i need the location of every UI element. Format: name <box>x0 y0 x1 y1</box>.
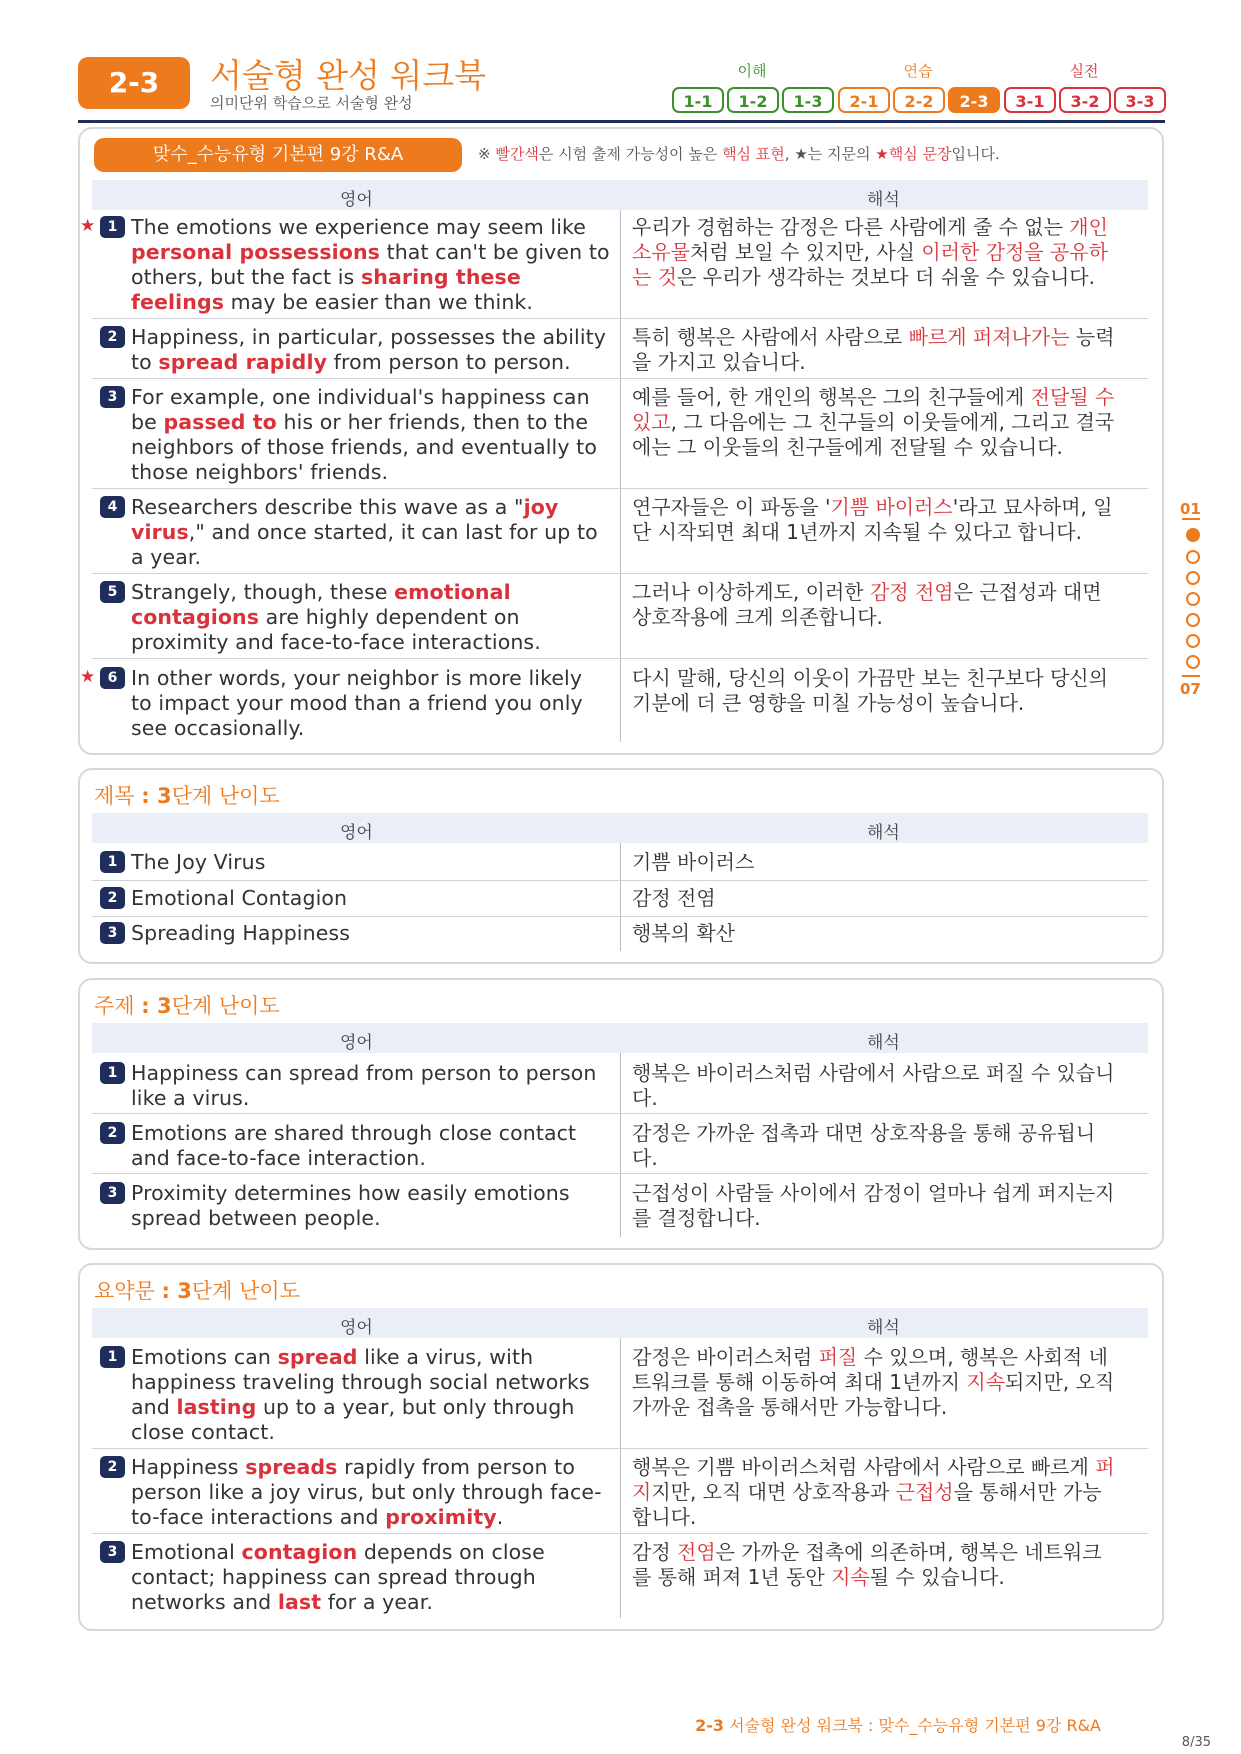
theme-number: 2 <box>100 1122 125 1144</box>
sentence-ko-1: 우리가 경험하는 감정은 다른 사람에게 줄 수 없는 개인 소유물처럼 보일 수 있지만, 사실 이러한 감정을 공유하 는 것은 우리가 생각하는 것보다 더 쉬울 수 있습니다. <box>632 215 1108 289</box>
side-nav-tick <box>1182 518 1200 520</box>
legend-note: ※ 빨간색은 시험 출제 가능성이 높은 핵심 표현, ★는 지문의 ★핵심 문장입니다. <box>478 145 1000 163</box>
passage-table-header <box>92 180 1148 210</box>
sentence-ko-4: 연구자들은 이 파동을 '기쁨 바이러스'라고 묘사하며, 일 단 시작되면 최대 1년까지 지속될 수 있다고 합니다. <box>632 495 1113 544</box>
column-divider <box>620 1338 621 1618</box>
sentence-number: 2 <box>100 326 125 348</box>
step-2-3-active[interactable]: 2-3 <box>948 87 1000 113</box>
row-divider <box>92 1113 1148 1114</box>
col-korean: 해석 <box>867 190 900 210</box>
title-en-2: Emotional Contagion <box>131 886 348 910</box>
title-ko-2: 감정 전염 <box>632 886 716 910</box>
theme-en-1: Happiness can spread from person to person like a virus. <box>131 1061 597 1110</box>
sentence-number: 1 <box>100 216 125 238</box>
step-2-2[interactable]: 2-2 <box>893 87 945 113</box>
column-divider <box>620 210 621 742</box>
sentence-en-3: For example, one individual's happiness can be passed to his or her friends, then to the neighbors of those friends, and eventually to those neighbors' friends. <box>131 385 597 484</box>
title-number: 3 <box>100 922 125 944</box>
title-ko-1: 기쁨 바이러스 <box>632 850 755 874</box>
side-nav-dot[interactable] <box>1186 571 1200 585</box>
side-nav-dot[interactable] <box>1186 550 1200 564</box>
sentence-en-5: Strangely, though, these emotional contagions are highly dependent on proximity and face-to-face interactions. <box>131 580 541 654</box>
side-nav-tick <box>1182 675 1200 677</box>
step-1-2[interactable]: 1-2 <box>727 87 779 113</box>
summary-ko-2: 행복은 기쁨 바이러스처럼 사람에서 사람으로 빠르게 퍼 지지만, 오직 대면 상호작용과 근접성을 통해서만 가능 합니다. <box>632 1455 1115 1529</box>
summary-en-3: Emotional contagion depends on close contact; happiness can spread through networks and last for a year. <box>131 1540 545 1614</box>
summary-table-header: 영어 해석 <box>92 1308 1148 1338</box>
column-divider <box>620 843 621 951</box>
side-nav-dot[interactable] <box>1186 634 1200 648</box>
step-1-1[interactable]: 1-1 <box>672 87 724 113</box>
summary-en-2: Happiness spreads rapidly from person to person like a joy virus, but only through face- to-face interactions and proximity. <box>131 1455 602 1529</box>
sentence-number: 4 <box>100 496 125 518</box>
theme-table-header: 영어 해석 <box>92 1023 1148 1053</box>
step-3-1[interactable]: 3-1 <box>1004 87 1056 113</box>
summary-ko-1: 감정은 바이러스처럼 퍼질 수 있으며, 행복은 사회적 네 트워크를 통해 이동하여 최대 1년까지 지속되지만, 오직 가까운 접촉을 통해서만 가능합니다. <box>632 1345 1115 1419</box>
sentence-en-4: Researchers describe this wave as a "joy virus," and once started, it can last for up to a year. <box>131 495 598 569</box>
row-divider <box>92 658 1148 659</box>
step-3-2[interactable]: 3-2 <box>1059 87 1111 113</box>
sentence-en-2: Happiness, in particular, possesses the ability to spread rapidly from person to person. <box>131 325 607 374</box>
summary-number: 1 <box>100 1346 125 1368</box>
title-number: 2 <box>100 887 125 909</box>
sentence-ko-2: 특히 행복은 사람에서 사람으로 빠르게 퍼져나가는 능력 을 가지고 있습니다. <box>632 325 1115 374</box>
sentence-ko-3: 예를 들어, 한 개인의 행복은 그의 친구들에게 전달될 수 있고, 그 다음에는 그 친구들의 이웃들에게, 그리고 결국 에는 그 이웃들의 친구들에게 전달될 수 있습니다. <box>632 385 1115 459</box>
theme-ko-3: 근접성이 사람들 사이에서 감정이 얼마나 쉽게 퍼지는지 를 결정합니다. <box>632 1181 1115 1230</box>
sentence-number: 6 <box>100 667 125 689</box>
side-nav-dot[interactable] <box>1186 613 1200 627</box>
lesson-badge: 2-3 <box>78 57 190 109</box>
title-section-heading: 제목 : 3단계 난이도 <box>94 784 280 808</box>
step-1-3[interactable]: 1-3 <box>782 87 834 113</box>
side-nav-top: 01 <box>1180 500 1201 518</box>
row-divider <box>92 1173 1148 1174</box>
key-sentence-star: ★ <box>80 667 96 687</box>
title-en-3: Spreading Happiness <box>131 921 350 945</box>
row-divider <box>92 880 1148 881</box>
summary-number: 3 <box>100 1541 125 1563</box>
footer-title: 2-3 서술형 완성 워크북 : 맞수_수능유형 기본편 9강 R&A <box>695 1716 1101 1735</box>
title-number: 1 <box>100 851 125 873</box>
title-en-1: The Joy Virus <box>131 850 266 874</box>
key-sentence-star: ★ <box>80 216 96 236</box>
sentence-number: 5 <box>100 581 125 603</box>
page-subtitle: 의미단위 학습으로 서술형 완성 <box>210 94 413 112</box>
theme-section-heading: 주제 : 3단계 난이도 <box>94 994 280 1018</box>
row-divider <box>92 916 1148 917</box>
passage-pill: 맞수_수능유형 기본편 9강 R&A <box>94 138 462 172</box>
header-rule <box>78 120 1165 123</box>
step-2-1[interactable]: 2-1 <box>838 87 890 113</box>
summary-number: 2 <box>100 1456 125 1478</box>
side-nav-dot[interactable] <box>1186 592 1200 606</box>
group-label-practice: 연습 <box>903 62 933 80</box>
theme-number: 3 <box>100 1182 125 1204</box>
row-divider <box>92 1533 1148 1534</box>
theme-en-3: Proximity determines how easily emotions spread between people. <box>131 1181 570 1230</box>
side-nav-dot[interactable] <box>1186 655 1200 669</box>
theme-en-2: Emotions are shared through close contact and face-to-face interaction. <box>131 1121 577 1170</box>
sentence-en-6: In other words, your neighbor is more likely to impact your mood than a friend you only see occasionally. <box>131 666 583 740</box>
col-english: 영어 <box>340 190 373 210</box>
summary-section-heading: 요약문 : 3단계 난이도 <box>94 1279 300 1303</box>
step-3-3[interactable]: 3-3 <box>1114 87 1166 113</box>
title-ko-3: 행복의 확산 <box>632 921 735 945</box>
row-divider <box>92 1448 1148 1449</box>
group-label-understand: 이해 <box>737 62 767 80</box>
column-divider <box>620 1053 621 1237</box>
theme-ko-2: 감정은 가까운 접촉과 대면 상호작용을 통해 공유됩니 다. <box>632 1121 1096 1170</box>
row-divider <box>92 378 1148 379</box>
theme-number: 1 <box>100 1062 125 1084</box>
summary-ko-3: 감정 전염은 가까운 접촉에 의존하며, 행복은 네트워크 를 통해 퍼져 1년 동안 지속될 수 있습니다. <box>632 1540 1102 1589</box>
page-title: 서술형 완성 워크북 <box>210 56 487 95</box>
summary-en-1: Emotions can spread like a virus, with happiness traveling through social networks and lasting up to a year, but only through close contact. <box>131 1345 590 1444</box>
sentence-en-1: The emotions we experience may seem like personal possessions that can't be given to others, but the fact is sharing these feelings may be easier than we think. <box>131 215 610 314</box>
side-nav-dot-active[interactable] <box>1186 528 1200 542</box>
sentence-number: 3 <box>100 386 125 408</box>
sentence-ko-6: 다시 말해, 당신의 이웃이 가끔만 보는 친구보다 당신의 기분에 더 큰 영향을 미칠 가능성이 높습니다. <box>632 666 1108 715</box>
title-table-header: 영어 해석 <box>92 813 1148 843</box>
row-divider <box>92 488 1148 489</box>
group-label-real: 실전 <box>1069 62 1099 80</box>
page-number: 8/35 <box>1181 1735 1211 1750</box>
sentence-ko-5: 그러나 이상하게도, 이러한 감정 전염은 근접성과 대면 상호작용에 크게 의존합니다. <box>632 580 1102 629</box>
row-divider <box>92 573 1148 574</box>
theme-ko-1: 행복은 바이러스처럼 사람에서 사람으로 퍼질 수 있습니 다. <box>632 1061 1115 1110</box>
row-divider <box>92 318 1148 319</box>
side-nav-bottom: 07 <box>1180 680 1201 698</box>
